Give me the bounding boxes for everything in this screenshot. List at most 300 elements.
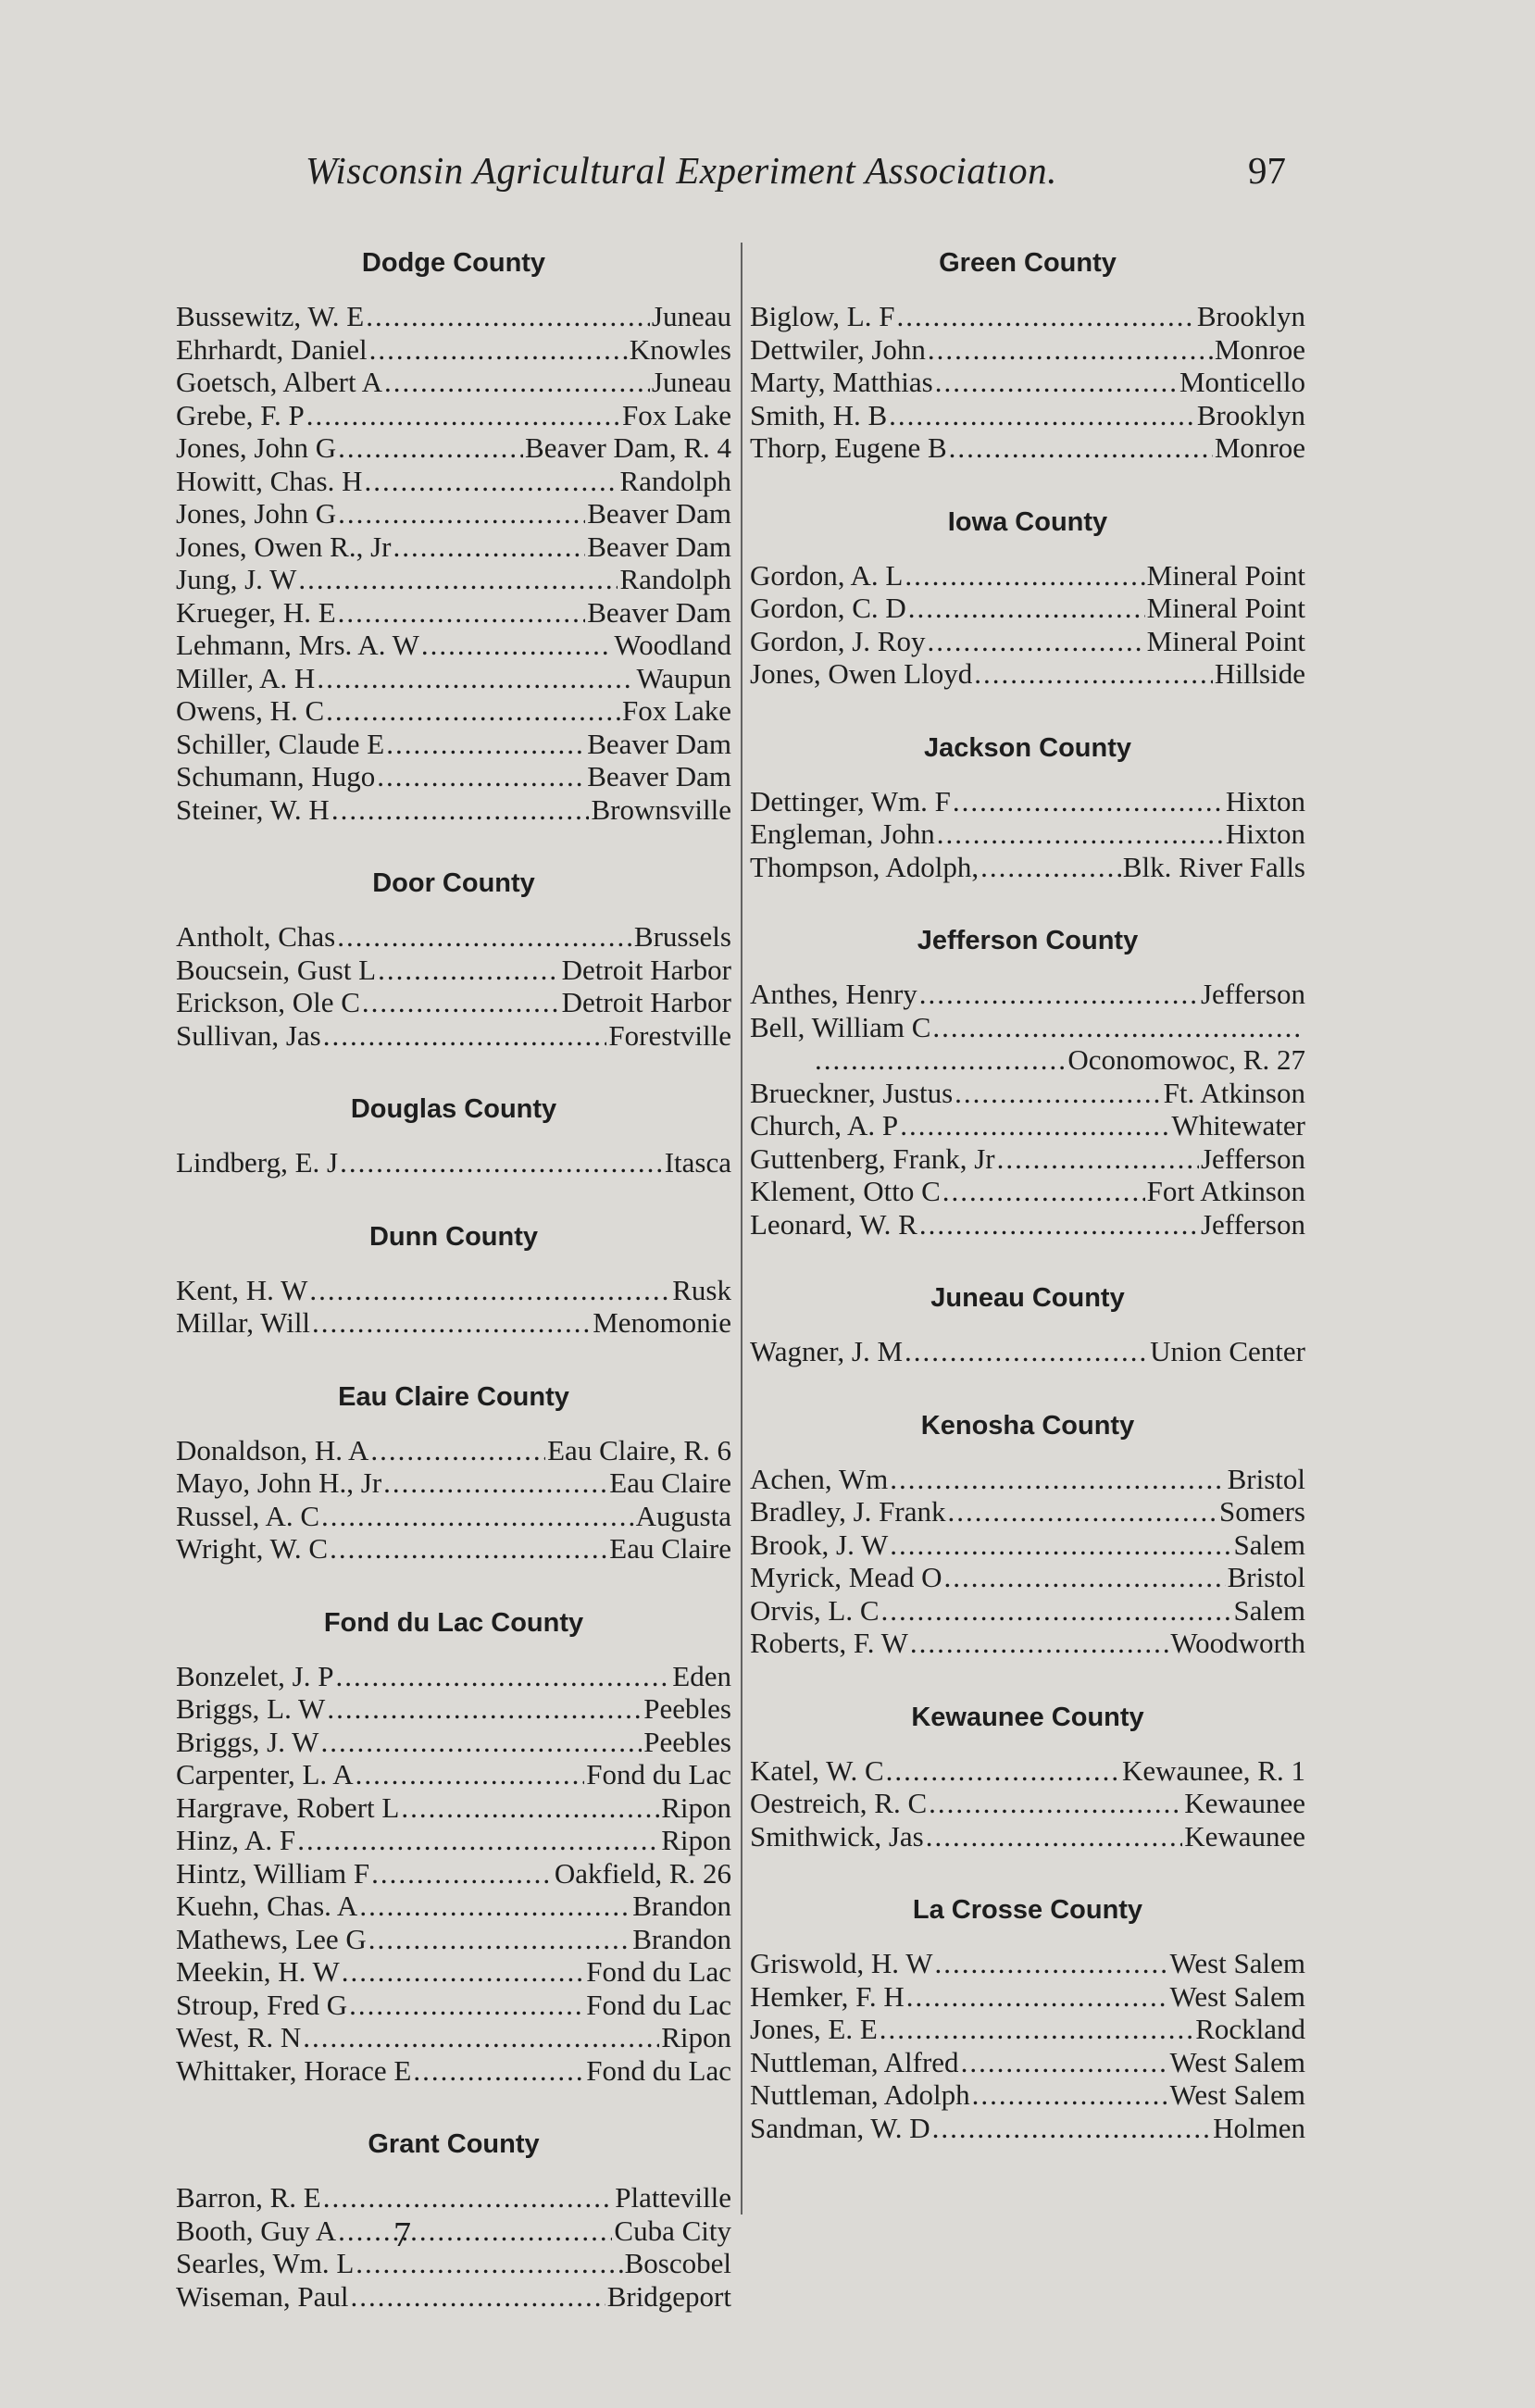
member-location: Fond du Lac <box>586 2053 731 2087</box>
dot-leader <box>997 1142 1199 1176</box>
county-heading: Iowa County <box>947 506 1108 537</box>
member-name: Sullivan, Jas <box>176 1018 321 1052</box>
dot-leader <box>949 431 1213 465</box>
member-entry <box>176 2215 731 2248</box>
member-name: Wiseman, Paul <box>176 2279 349 2313</box>
county-heading: Douglas County <box>350 1094 557 1124</box>
member-name: Thompson, Adolph, <box>750 850 980 883</box>
member-entry <box>176 1500 731 1533</box>
member-location: Brandon <box>632 1922 731 1955</box>
member-name: Myrick, Mead O <box>750 1561 942 1593</box>
member-location: Fox Lake <box>622 398 731 431</box>
member-name: Lehmann, Mrs. A. W <box>176 629 419 661</box>
member-location: Detroit Harbor <box>561 986 731 1018</box>
member-entry <box>176 1274 731 1307</box>
member-name: Millar, Will <box>176 1306 311 1339</box>
member-name: Dettinger, Wm. F <box>750 784 951 817</box>
member-entry <box>750 851 1305 884</box>
county-heading: Jackson County <box>924 732 1131 763</box>
member-name: Jones, Owen R., Jr <box>176 530 392 563</box>
member-location: Platteville <box>615 2181 731 2214</box>
member-name: Briggs, L. W <box>176 1692 326 1725</box>
county-section <box>750 1890 1305 2144</box>
member-location: Eau Claire <box>609 1532 731 1565</box>
dot-leader <box>306 399 620 432</box>
dot-leader <box>906 1980 1168 2014</box>
member-name: Mayo, John H., Jr <box>176 1466 382 1499</box>
member-location: Rockland <box>1195 2013 1305 2045</box>
member-name: Hargrave, Robert L <box>176 1790 400 1824</box>
signature-mark: 7 <box>393 2215 411 2254</box>
member-entry <box>750 1627 1305 1660</box>
member-name: Jones, John G <box>176 497 337 530</box>
dot-leader <box>948 1495 1217 1528</box>
member-entry <box>750 592 1305 625</box>
member-name: Kent, H. W <box>176 1273 308 1306</box>
member-name: Sandman, W. D <box>750 2111 930 2144</box>
county-heading: Dodge County <box>361 248 546 278</box>
member-location: Fond du Lac <box>586 1955 731 1988</box>
county-section <box>750 1405 1305 1660</box>
member-name: Roberts, F. W <box>750 1627 908 1659</box>
member-location: Beaver Dam <box>587 497 731 530</box>
member-location: Fond du Lac <box>586 1988 731 2021</box>
member-entry <box>750 2013 1305 2046</box>
dot-leader <box>880 2013 1193 2046</box>
running-head <box>0 148 1535 200</box>
member-location: Brandon <box>632 1890 731 1922</box>
member-entry <box>750 625 1305 658</box>
member-location: Mineral Point <box>1146 624 1305 657</box>
member-entry <box>176 2181 731 2215</box>
member-location: Knowles <box>629 332 731 366</box>
dot-leader <box>349 1989 584 2022</box>
member-entry <box>176 366 731 399</box>
county-heading: Green County <box>939 248 1117 278</box>
dot-leader <box>910 1627 1168 1660</box>
member-name: Bussewitz, W. E <box>176 300 365 332</box>
running-title: Wisconsin Agricultural Experiment Associatıon. <box>306 149 1057 192</box>
member-location: Salem <box>1233 1528 1305 1561</box>
member-entry <box>750 2112 1305 2145</box>
member-entry <box>750 431 1305 465</box>
dot-leader <box>327 1692 642 1726</box>
dot-leader <box>309 1274 670 1307</box>
dot-leader <box>401 1791 659 1825</box>
member-name: Hintz, William F <box>176 1856 370 1890</box>
member-name: Bonzelet, J. P <box>176 1659 334 1692</box>
member-entry <box>176 1306 731 1340</box>
member-name: Goetsch, Albert A <box>176 366 382 398</box>
member-name: West, R. N <box>176 2021 302 2053</box>
member-entry <box>176 954 731 987</box>
member-entry <box>176 1532 731 1566</box>
dot-leader <box>320 1726 642 1759</box>
dot-leader <box>383 1466 607 1500</box>
member-location: Waupun <box>636 661 731 694</box>
member-name: Biglow, L. F <box>750 300 895 332</box>
member-name: Briggs, J. W <box>176 1725 319 1758</box>
right-column <box>750 243 1305 2144</box>
member-entry <box>176 1857 731 1890</box>
member-entry <box>750 657 1305 691</box>
member-location: Peebles <box>643 1692 731 1725</box>
member-location: Eden <box>672 1659 731 1692</box>
dot-leader <box>371 1857 553 1890</box>
member-name: Thorp, Eugene B <box>750 431 947 464</box>
dot-leader <box>317 662 634 695</box>
dot-leader <box>393 530 586 564</box>
member-location: Beaver Dam, R. 4 <box>525 431 731 464</box>
member-location: Monroe <box>1214 332 1305 366</box>
member-location: Fort Atkinson <box>1146 1175 1305 1207</box>
dot-leader <box>336 1660 671 1693</box>
dot-leader <box>905 1335 1148 1368</box>
county-section <box>750 1697 1305 1853</box>
member-entry <box>750 817 1305 851</box>
member-location: Bristol <box>1227 1561 1305 1593</box>
member-name: Gordon, A. L <box>750 558 904 592</box>
member-location: Boscobel <box>624 2247 731 2279</box>
member-entry <box>750 1754 1305 1788</box>
member-entry <box>176 1434 731 1467</box>
dot-leader <box>303 2021 659 2054</box>
member-name: Gordon, C. D <box>750 592 906 624</box>
member-name: Jones, E. E <box>750 2013 878 2045</box>
member-location: Woodland <box>614 629 731 661</box>
member-name: Dettwiler, John <box>750 332 926 366</box>
county-section <box>176 1603 731 2088</box>
member-location: Brownsville <box>591 792 731 826</box>
member-name: Russel, A. C <box>176 1499 320 1532</box>
page-number: 97 <box>1248 149 1286 192</box>
member-location: Brooklyn <box>1196 398 1305 431</box>
member-location: Fond du Lac <box>586 1758 731 1790</box>
dot-leader <box>953 785 1224 818</box>
member-name: Whittaker, Horace E <box>176 2053 412 2087</box>
member-name: Lindberg, E. J <box>176 1146 339 1179</box>
dot-leader <box>908 592 1145 625</box>
member-name: Stroup, Fred G <box>176 1988 348 2021</box>
member-name: Oestreich, R. C <box>750 1787 928 1819</box>
member-name: Jones, Owen Lloyd <box>750 657 973 690</box>
member-name: Schumann, Hugo <box>176 760 376 792</box>
dot-leader <box>378 954 560 987</box>
member-entry <box>176 629 731 662</box>
member-name: Leonard, W. R <box>750 1207 917 1241</box>
member-entry <box>176 728 731 761</box>
member-entry <box>750 1175 1305 1208</box>
county-section <box>750 1278 1305 1368</box>
dot-leader <box>955 1077 1162 1110</box>
member-entry <box>750 333 1305 367</box>
member-entry <box>176 1923 731 1956</box>
member-name: Nuttleman, Alfred <box>750 2045 959 2078</box>
member-entry <box>750 1011 1305 1077</box>
member-location: Blk. River Falls <box>1122 850 1305 883</box>
county-section <box>176 2124 731 2313</box>
member-name: Ehrhardt, Daniel <box>176 332 368 366</box>
member-location: Ft. Atkinson <box>1163 1076 1305 1109</box>
dot-leader <box>935 366 1178 399</box>
member-name: Smith, H. B <box>750 398 888 431</box>
dot-leader <box>340 1146 663 1179</box>
dot-leader <box>338 2215 612 2248</box>
member-entry <box>176 2247 731 2280</box>
member-entry <box>176 1758 731 1791</box>
member-location: Ripon <box>661 1790 731 1824</box>
member-entry <box>176 1726 731 1759</box>
dot-leader <box>384 366 650 399</box>
dot-leader <box>929 1787 1182 1820</box>
member-name: Achen, Wm <box>750 1462 889 1495</box>
dot-leader <box>890 1463 1225 1496</box>
dot-leader <box>370 1434 545 1467</box>
member-entry <box>750 559 1305 593</box>
member-entry <box>750 785 1305 818</box>
member-entry <box>176 1955 731 1989</box>
county-section <box>750 920 1305 1241</box>
member-location: Kewaunee <box>1184 1819 1305 1853</box>
dot-leader <box>326 694 620 728</box>
dot-leader <box>337 920 632 954</box>
member-name: Guttenberg, Frank, Jr <box>750 1142 995 1175</box>
member-location: Brooklyn <box>1196 300 1305 332</box>
member-entry <box>750 1495 1305 1528</box>
member-entry <box>176 760 731 793</box>
member-entry <box>750 2078 1305 2112</box>
dot-leader <box>321 1500 634 1533</box>
member-entry <box>176 2021 731 2054</box>
dot-leader <box>815 1043 1066 1077</box>
member-name: Schiller, Claude E <box>176 727 385 760</box>
member-location: Peebles <box>643 1725 731 1758</box>
county-section <box>750 502 1305 691</box>
member-entry <box>176 465 731 498</box>
dot-leader <box>368 1923 630 1956</box>
dot-leader <box>366 300 650 333</box>
member-entry <box>176 300 731 333</box>
member-name: Donaldson, H. A <box>176 1433 369 1466</box>
member-entry <box>750 366 1305 399</box>
member-name: Klement, Otto C <box>750 1175 941 1207</box>
dot-leader <box>350 2280 605 2314</box>
member-entry <box>750 1594 1305 1628</box>
dot-leader <box>961 2046 1168 2079</box>
member-name: Searles, Wm. L <box>176 2247 355 2279</box>
member-name: Boucsein, Gust L <box>176 953 377 986</box>
member-entry <box>176 1890 731 1923</box>
member-name: Wagner, J. M <box>750 1335 904 1367</box>
dot-leader <box>926 1820 1182 1853</box>
member-location: Beaver Dam <box>587 530 731 563</box>
member-name: Mathews, Lee G <box>176 1922 367 1955</box>
member-location: Beaver Dam <box>587 760 731 792</box>
dot-leader <box>362 986 560 1019</box>
member-location: Somers <box>1219 1495 1305 1528</box>
dot-leader <box>937 817 1224 851</box>
member-name: Griswold, H. W <box>750 1947 933 1979</box>
member-entry <box>176 431 731 465</box>
county-section <box>176 1216 731 1340</box>
dot-leader <box>331 793 590 827</box>
member-location: Augusta <box>635 1499 731 1532</box>
member-location: Oakfield, R. 26 <box>554 1856 731 1890</box>
member-name: Smithwick, Jas <box>750 1819 924 1853</box>
county-heading: Door County <box>372 868 535 898</box>
member-location: Juneau <box>651 366 731 398</box>
county-section <box>750 728 1305 884</box>
dot-leader <box>297 1824 659 1857</box>
member-location: Juneau <box>651 300 731 332</box>
member-location: Union Center <box>1150 1335 1305 1367</box>
county-heading: La Crosse County <box>912 1895 1143 1925</box>
member-entry <box>176 1660 731 1693</box>
member-location: Cuba City <box>614 2214 731 2247</box>
member-name: Bell, William C <box>750 1010 931 1043</box>
member-location: Hixton <box>1225 817 1305 850</box>
member-entry <box>750 1787 1305 1820</box>
county-section <box>176 863 731 1052</box>
member-entry <box>750 1463 1305 1496</box>
member-location: Bridgeport <box>606 2279 731 2313</box>
member-entry <box>176 1019 731 1053</box>
dot-leader <box>900 1109 1169 1142</box>
member-location: Kewaunee, R. 1 <box>1122 1753 1305 1787</box>
member-location: Monroe <box>1214 431 1305 464</box>
member-name: Engleman, John <box>750 817 935 850</box>
county-heading: Dunn County <box>368 1221 538 1252</box>
member-location: Beaver Dam <box>587 595 731 629</box>
dot-leader <box>338 596 586 630</box>
member-name: Wright, W. C <box>176 1532 329 1565</box>
dot-leader <box>980 851 1121 884</box>
member-location: Beaver Dam <box>587 727 731 760</box>
member-name: Brook, J. W <box>750 1528 889 1561</box>
county-section <box>176 243 731 826</box>
member-name: Hemker, F. H <box>750 1979 905 2013</box>
dot-leader <box>881 1594 1232 1628</box>
member-entry <box>750 1528 1305 1562</box>
member-entry <box>176 2280 731 2314</box>
dot-leader <box>421 629 612 662</box>
member-entry <box>750 1335 1305 1368</box>
member-entry <box>176 1466 731 1500</box>
member-name: Grebe, F. P <box>176 398 305 431</box>
member-name: Antholt, Chas <box>176 920 336 953</box>
member-entry <box>176 1824 731 1857</box>
member-name: Jones, John G <box>176 431 337 464</box>
member-location: Jefferson <box>1200 978 1305 1010</box>
member-name: Miller, A. H <box>176 661 316 694</box>
dot-leader <box>972 2078 1168 2112</box>
dot-leader <box>413 2054 584 2088</box>
member-name: Howitt, Chas. H <box>176 464 363 497</box>
member-entry <box>176 1989 731 2022</box>
county-heading: Fond du Lac County <box>323 1607 584 1638</box>
member-location: Jefferson <box>1200 1142 1305 1175</box>
member-location: Hixton <box>1225 784 1305 817</box>
member-name: Bradley, J. Frank <box>750 1495 946 1528</box>
dot-leader <box>365 465 618 498</box>
dot-leader <box>338 431 523 465</box>
member-entry <box>176 333 731 367</box>
member-location: Monticello <box>1179 366 1305 398</box>
county-heading: Kewaunee County <box>911 1702 1144 1732</box>
member-entry <box>176 986 731 1019</box>
member-entry <box>750 1142 1305 1176</box>
dot-leader <box>330 1532 607 1566</box>
member-name: Barron, R. E <box>176 2181 321 2214</box>
dot-leader <box>356 1758 585 1791</box>
dot-leader <box>386 728 585 761</box>
member-name: Krueger, H. E <box>176 595 336 629</box>
member-name: Booth, Guy A <box>176 2214 337 2247</box>
member-entry <box>176 1791 731 1825</box>
member-location: Kewaunee <box>1184 1787 1305 1819</box>
member-location: Ripon <box>661 2021 731 2053</box>
member-entry <box>750 1077 1305 1110</box>
member-entry <box>176 596 731 630</box>
member-location: West Salem <box>1169 2078 1305 2111</box>
member-entry <box>750 300 1305 333</box>
column-divider <box>741 243 743 2215</box>
dot-leader <box>890 1528 1231 1562</box>
county-heading: Juneau County <box>930 1283 1125 1313</box>
member-entry <box>176 1146 731 1179</box>
member-entry <box>176 2054 731 2088</box>
dot-leader <box>298 563 618 596</box>
member-location: Forestville <box>608 1018 731 1052</box>
member-name: Steiner, W. H <box>176 792 330 826</box>
member-name: Katel, W. C <box>750 1753 884 1787</box>
member-entry <box>176 497 731 530</box>
member-name: Brueckner, Justus <box>750 1076 954 1109</box>
dot-leader <box>905 559 1144 593</box>
member-location: Mineral Point <box>1146 558 1305 592</box>
dot-leader <box>369 333 628 367</box>
member-name: Kuehn, Chas. A <box>176 1890 358 1922</box>
member-name: Nuttleman, Adolph <box>750 2078 970 2111</box>
county-section <box>176 1377 731 1566</box>
member-name: Meekin, H. W <box>176 1955 340 1988</box>
dot-leader <box>927 625 1144 658</box>
dot-leader <box>377 760 585 793</box>
member-location: Ripon <box>661 1824 731 1856</box>
member-name: Carpenter, L. A <box>176 1758 354 1790</box>
dot-leader <box>312 1306 591 1340</box>
dot-leader <box>338 497 585 530</box>
member-location: Bristol <box>1227 1462 1305 1495</box>
member-location: Eau Claire, R. 6 <box>547 1433 731 1466</box>
county-heading: Jefferson County <box>917 926 1139 955</box>
member-location: Detroit Harbor <box>561 953 731 986</box>
member-entry <box>750 978 1305 1011</box>
member-location: Rusk <box>672 1273 731 1306</box>
member-entry <box>176 920 731 954</box>
dot-leader <box>919 1208 1199 1241</box>
dot-leader <box>932 1011 1304 1044</box>
dot-leader <box>928 333 1213 367</box>
dot-leader <box>359 1890 630 1923</box>
member-name: Jung, J. W <box>176 563 297 595</box>
member-location: Itasca <box>664 1146 731 1179</box>
county-section <box>750 243 1305 465</box>
dot-leader <box>896 300 1194 333</box>
dot-leader <box>323 2181 614 2215</box>
member-entry <box>750 1208 1305 1241</box>
member-location: Menomonie <box>593 1306 731 1339</box>
